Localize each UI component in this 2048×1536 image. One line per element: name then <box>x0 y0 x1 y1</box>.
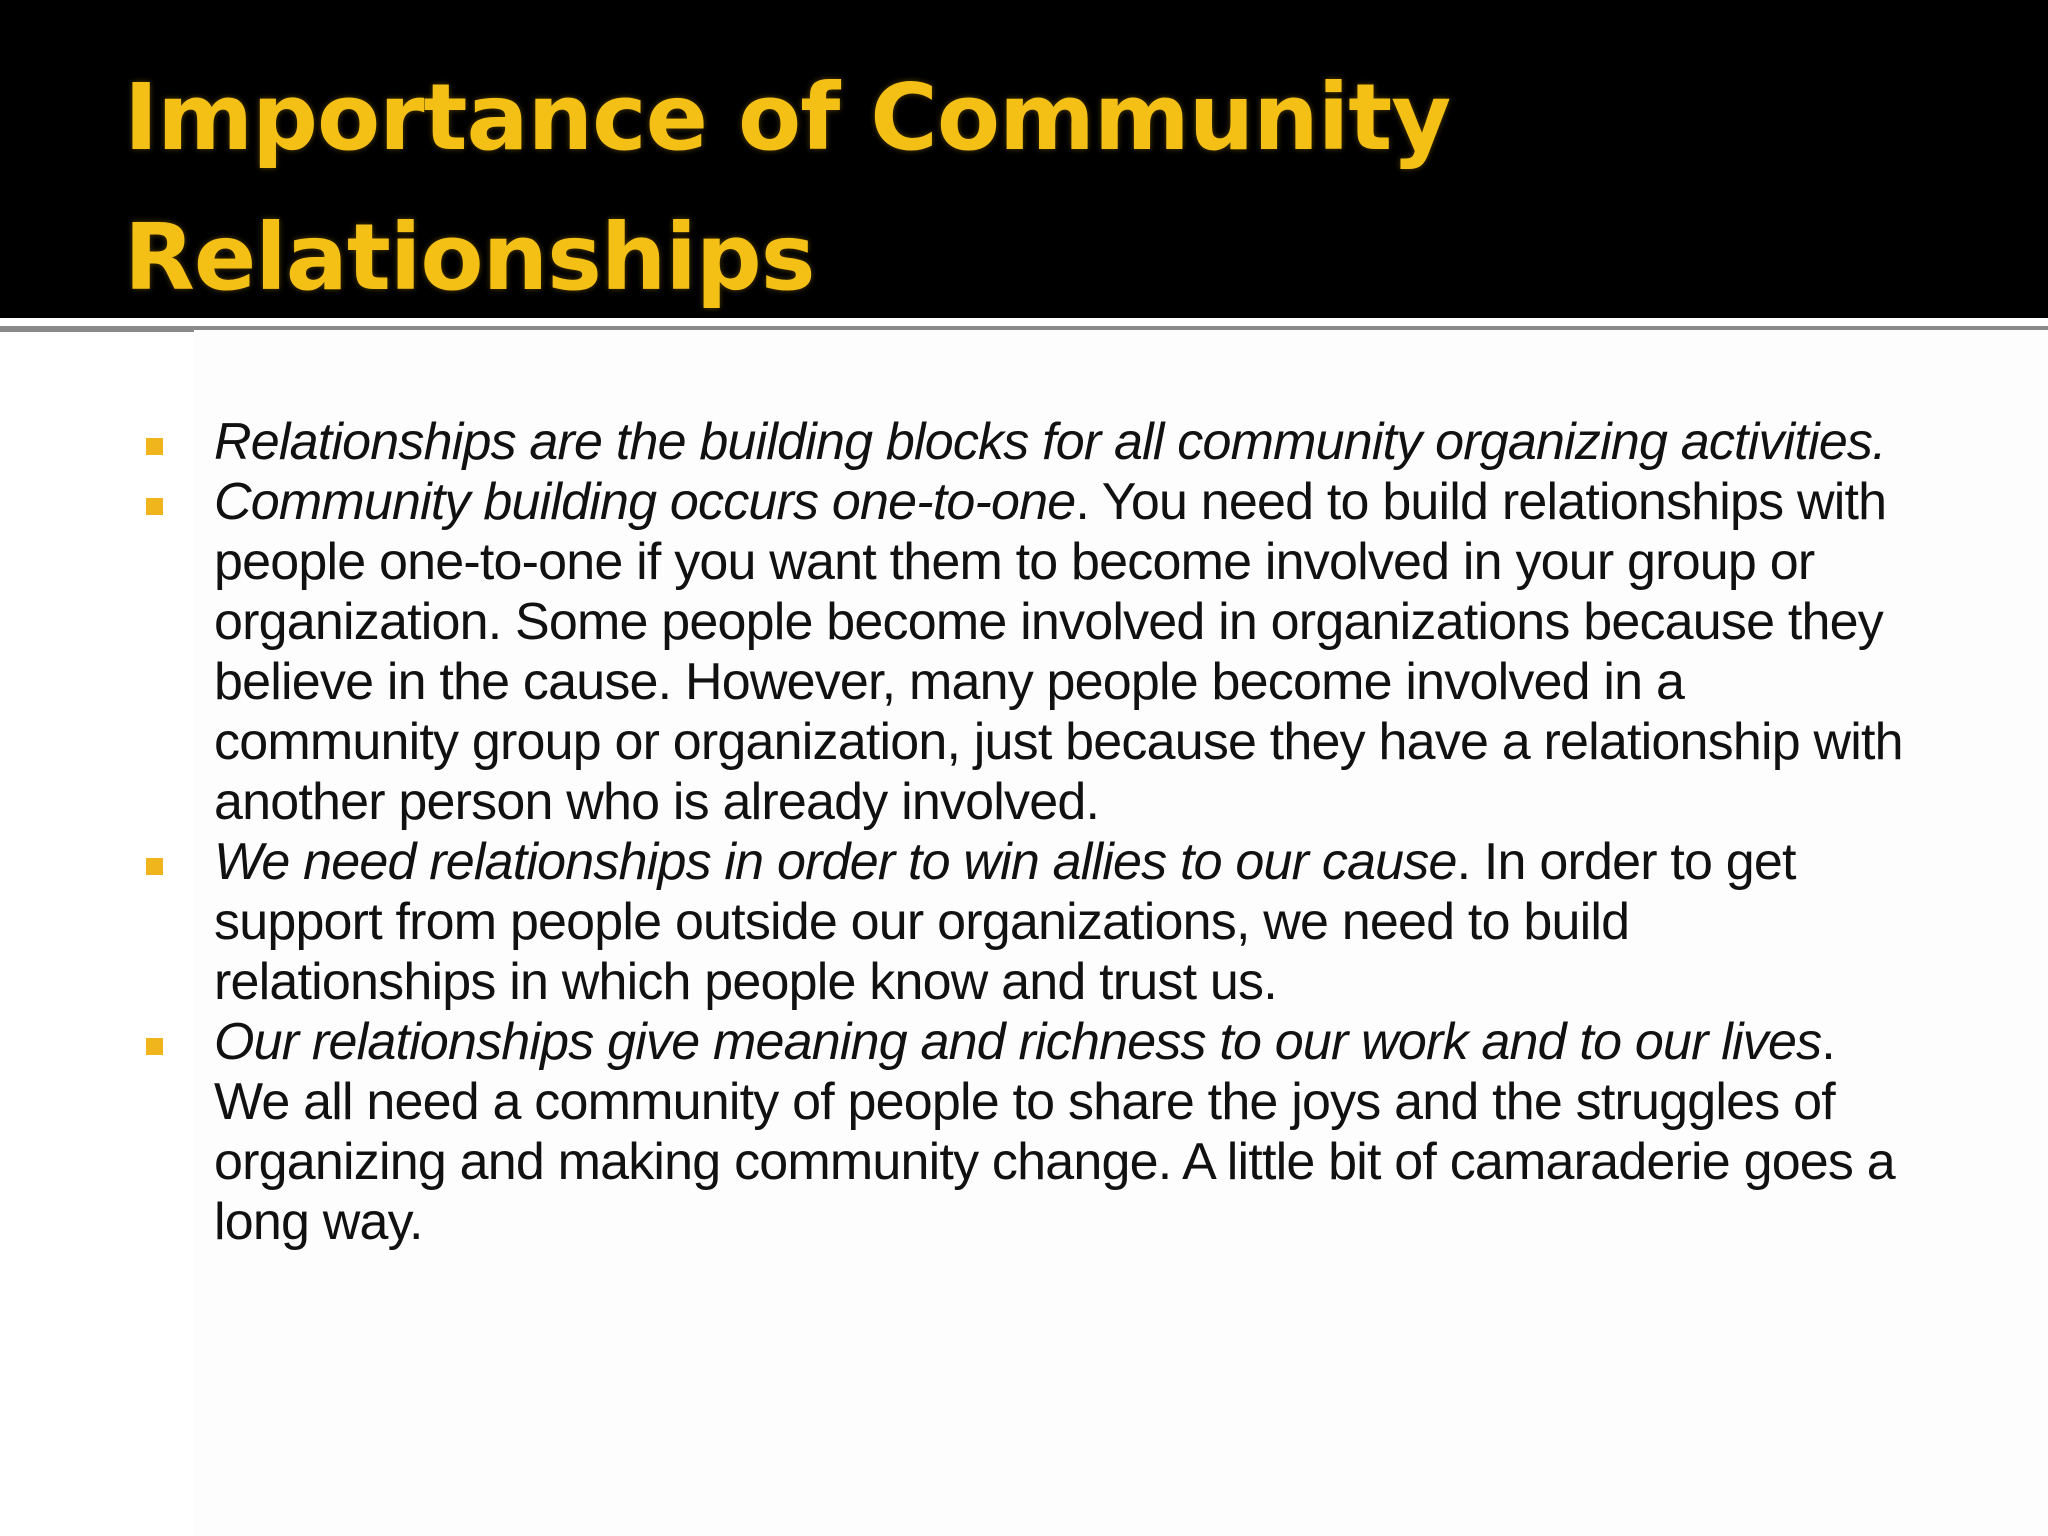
title-bar <box>0 0 2048 318</box>
bullet-item <box>140 832 1920 1012</box>
bullet-emphasis: Community building occurs one-to-one <box>214 473 1076 531</box>
bullet-item <box>140 1012 1920 1252</box>
bullet-emphasis: We need relationships in order to win allies to our cause <box>214 833 1457 891</box>
title-divider-light <box>0 318 2048 326</box>
square-bullet-icon <box>146 858 163 875</box>
bullet-list <box>140 412 1920 1252</box>
bullet-emphasis: Relationships are the building blocks for all community organizing activities. <box>214 413 1886 471</box>
slide-title <box>124 48 1824 328</box>
bullet-text: . In order to get support from people outside our organizations, we need to build relationships in which people know and trust us. <box>214 833 1796 1011</box>
slide-title-line-2: Relationships <box>124 204 815 311</box>
bullet-emphasis: Our relationships give meaning and richness to our work and to our lives <box>214 1013 1822 1071</box>
bullet-text: . We all need a community of people to share the joys and the struggles of organizing and making community change. A little bit of camaraderie goes a long way. <box>214 1013 1895 1251</box>
slide-title-line-1: Importance of Community <box>124 64 1451 171</box>
square-bullet-icon <box>146 1038 163 1055</box>
bullet-item <box>140 412 1920 472</box>
square-bullet-icon <box>146 438 163 455</box>
bullet-text: . You need to build relationships with people one-to-one if you want them to become involved in your group or organization. Some people become involved in organizations because they believe in the cause. However, many people become involved in a community group or organization, just because they have a relationship with another person who is already involved. <box>214 473 1903 831</box>
square-bullet-icon <box>146 498 163 515</box>
bullet-item <box>140 472 1920 832</box>
